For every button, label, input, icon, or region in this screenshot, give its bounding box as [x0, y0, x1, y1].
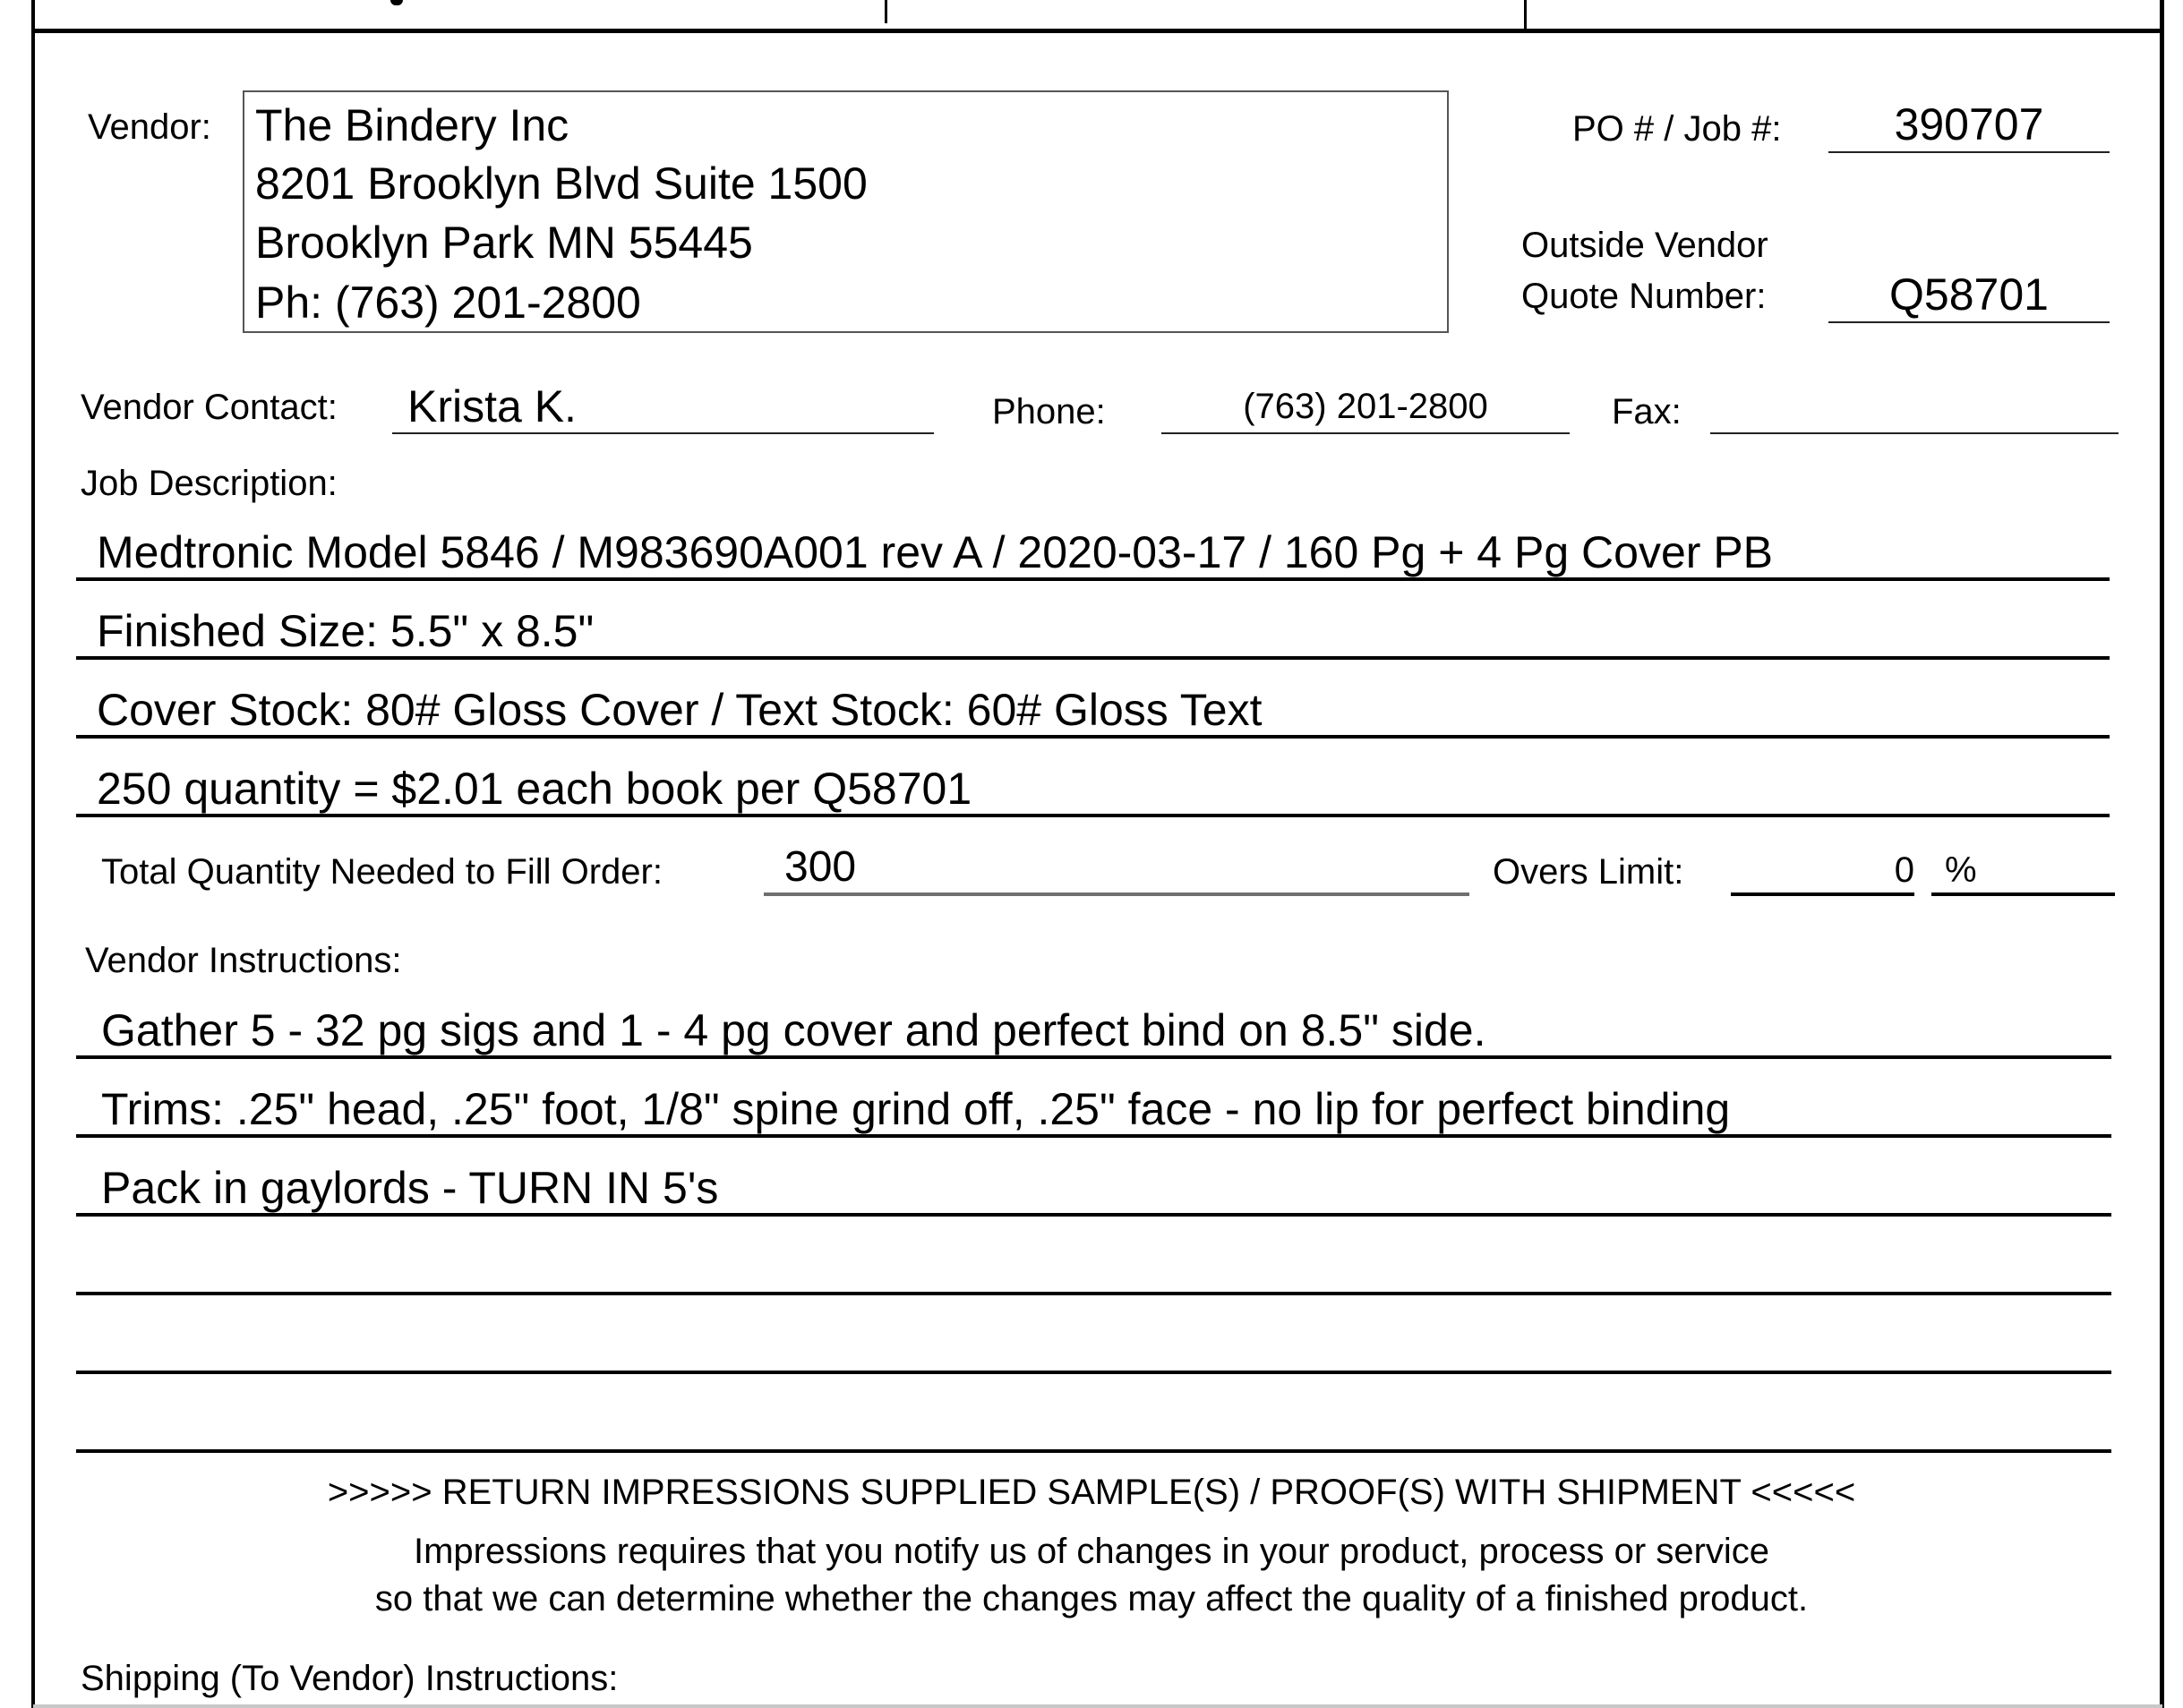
header-divider-rule: [33, 29, 2162, 33]
vendor-instructions-label: Vendor Instructions:: [85, 941, 402, 980]
total-quantity-value[interactable]: 300: [784, 843, 857, 891]
vendor-contact-label: Vendor Contact:: [81, 388, 338, 427]
overs-limit-underline: [1731, 892, 1914, 896]
overs-limit-unit: %: [1945, 850, 1977, 890]
vendor-instruction-rule: [76, 1449, 2111, 1453]
shipping-instructions-label: Shipping (To Vendor) Instructions:: [81, 1659, 619, 1698]
vendor-instruction-line[interactable]: Trims: .25" head, .25" foot, 1/8" spine grind off, .25" face - no lip for perfect binding: [101, 1084, 1731, 1134]
phone-label: Phone:: [992, 392, 1106, 431]
quote-number-underline: [1828, 321, 2110, 323]
vendor-instruction-rule: [76, 1213, 2111, 1217]
vendor-address-box[interactable]: [243, 90, 1449, 333]
job-description-rule: [76, 735, 2110, 739]
phone-underline: [1161, 432, 1570, 434]
return-samples-notice: >>>>> RETURN IMPRESSIONS SUPPLIED SAMPLE(S) / PROOF(S) WITH SHIPMENT <<<<<: [327, 1473, 1856, 1512]
vendor-contact-value[interactable]: Krista K.: [407, 381, 577, 431]
overs-limit-value[interactable]: 0: [1894, 850, 1914, 890]
quote-label-line2: Quote Number:: [1521, 277, 1767, 316]
fax-label: Fax:: [1612, 392, 1682, 431]
vendor-label: Vendor:: [88, 107, 211, 147]
vendor-instruction-rule: [76, 1134, 2111, 1138]
job-description-line[interactable]: Medtronic Model 5846 / M983690A001 rev A / 2020-03-17 / 160 Pg + 4 Pg Cover PB: [97, 527, 1774, 577]
form-border-left: [31, 0, 35, 1708]
fax-underline: [1710, 432, 2119, 434]
header-column-divider: [1524, 0, 1527, 32]
vendor-contact-underline: [392, 432, 934, 434]
overs-unit-underline: [1931, 892, 2115, 896]
quote-label-line1: Outside Vendor: [1521, 226, 1768, 265]
overs-limit-label: Overs Limit:: [1493, 852, 1684, 892]
header-column-divider: [885, 0, 887, 23]
vendor-instruction-rule: [76, 1055, 2111, 1059]
phone-value[interactable]: (763) 201-2800: [1243, 387, 1488, 426]
form-border-right: [2160, 0, 2164, 1708]
vendor-instruction-line[interactable]: Pack in gaylords - TURN IN 5's: [101, 1163, 719, 1213]
total-quantity-label: Total Quantity Needed to Fill Order:: [101, 852, 663, 892]
job-description-rule: [76, 577, 2110, 581]
job-description-line[interactable]: Cover Stock: 80# Gloss Cover / Text Stock: 60# Gloss Text: [97, 685, 1263, 735]
po-job-value[interactable]: 390707: [1894, 99, 2044, 149]
vendor-instruction-rule: [76, 1292, 2111, 1295]
page-bottom-edge: [33, 1704, 2162, 1708]
po-job-underline: [1828, 151, 2110, 153]
vendor-phone: Ph: (763) 201-2800: [255, 278, 641, 328]
vendor-name: The Bindery Inc: [255, 100, 569, 150]
job-description-line[interactable]: 250 quantity = $2.01 each book per Q58701: [97, 764, 972, 814]
vendor-instruction-rule: [76, 1371, 2111, 1374]
clipped-header-glyph: [390, 0, 403, 5]
total-quantity-underline: [764, 892, 1469, 896]
change-notification-line2: so that we can determine whether the changes may affect the quality of a finished product.: [374, 1579, 1809, 1618]
job-description-rule: [76, 656, 2110, 660]
job-description-rule: [76, 814, 2110, 817]
change-notification-line1: Impressions requires that you notify us of changes in your product, process or service: [413, 1532, 1770, 1571]
vendor-address-line2: Brooklyn Park MN 55445: [255, 218, 753, 268]
quote-number-value[interactable]: Q58701: [1889, 269, 2049, 320]
job-description-line[interactable]: Finished Size: 5.5" x 8.5": [97, 606, 595, 656]
po-job-label: PO # / Job #:: [1572, 109, 1782, 149]
job-description-label: Job Description:: [81, 464, 338, 503]
vendor-instruction-line[interactable]: Gather 5 - 32 pg sigs and 1 - 4 pg cover and perfect bind on 8.5" side.: [101, 1005, 1486, 1055]
vendor-address-line1: 8201 Brooklyn Blvd Suite 1500: [255, 158, 868, 209]
